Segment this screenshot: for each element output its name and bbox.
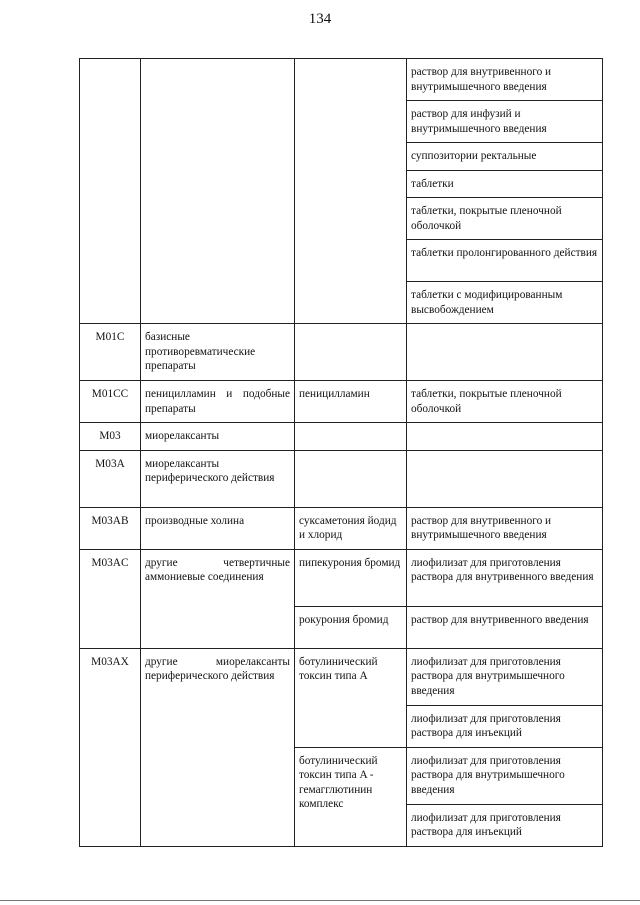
- form-cell: раствор для инфузий и внутримышечного введения: [407, 101, 603, 143]
- substance-cell: ботулинический токсин типа A: [295, 648, 407, 747]
- code-cell: M01CC: [80, 381, 141, 423]
- group-cell: базисные противоревматические препараты: [141, 324, 295, 381]
- group-cell: пеницилламин и подобные препараты: [141, 381, 295, 423]
- substance-cell: [295, 324, 407, 381]
- code-cell: M01C: [80, 324, 141, 381]
- substance-cell: [295, 450, 407, 507]
- form-cell: раствор для внутривенного и внутримышечного введения: [407, 59, 603, 101]
- form-cell: таблетки, покрытые пленочной оболочкой: [407, 198, 603, 240]
- form-cell: лиофилизат для приготовления раствора для внутривенного введения: [407, 549, 603, 606]
- form-cell: таблетки пролонгированного действия: [407, 240, 603, 282]
- substance-cell: суксаметония йодид и хлорид: [295, 507, 407, 549]
- table-row: [80, 549, 603, 606]
- code-cell: M03AC: [80, 549, 141, 648]
- table-row: [80, 450, 603, 507]
- drug-table: [79, 58, 603, 847]
- substance-cell: пеницилламин: [295, 381, 407, 423]
- substance-cell: пипекурония бромид: [295, 549, 407, 606]
- form-cell: раствор для внутривенного и внутримышечного введения: [407, 507, 603, 549]
- group-cell: другие миорелаксанты периферического действия: [141, 648, 295, 846]
- substance-cell: [295, 423, 407, 451]
- table-row: [80, 423, 603, 451]
- page-number: 134: [308, 11, 332, 27]
- table-row: [80, 324, 603, 381]
- group-cell: миорелаксанты: [141, 423, 295, 451]
- code-cell: M03: [80, 423, 141, 451]
- substance-cell: рокурония бромид: [295, 606, 407, 648]
- form-cell: лиофилизат для приготовления раствора для инъекций: [407, 705, 603, 747]
- group-cell: производные холина: [141, 507, 295, 549]
- code-cell: M03A: [80, 450, 141, 507]
- group-cell: [141, 59, 295, 324]
- table-row: [80, 507, 603, 549]
- form-cell: раствор для внутривенного введения: [407, 606, 603, 648]
- substance-cell: [295, 59, 407, 324]
- form-cell: [407, 450, 603, 507]
- group-cell: другие четвертичные аммониевые соединения: [141, 549, 295, 648]
- substance-cell: ботулинический токсин типа A - гемагглютинин комплекс: [295, 747, 407, 846]
- table-row: [80, 59, 603, 101]
- form-cell: [407, 324, 603, 381]
- group-cell: миорелаксанты периферического действия: [141, 450, 295, 507]
- code-cell: M03AB: [80, 507, 141, 549]
- form-cell: лиофилизат для приготовления раствора для внутримышечного введения: [407, 747, 603, 804]
- bottom-rule: [0, 900, 640, 901]
- table-row: [80, 381, 603, 423]
- form-cell: [407, 423, 603, 451]
- form-cell: таблетки, покрытые пленочной оболочкой: [407, 381, 603, 423]
- code-cell: [80, 59, 141, 324]
- form-cell: лиофилизат для приготовления раствора для внутримышечного введения: [407, 648, 603, 705]
- form-cell: лиофилизат для приготовления раствора для инъекций: [407, 804, 603, 846]
- code-cell: M03AX: [80, 648, 141, 846]
- table-row: [80, 648, 603, 705]
- form-cell: таблетки с модифицированным высвобождением: [407, 282, 603, 324]
- form-cell: суппозитории ректальные: [407, 143, 603, 171]
- form-cell: таблетки: [407, 170, 603, 198]
